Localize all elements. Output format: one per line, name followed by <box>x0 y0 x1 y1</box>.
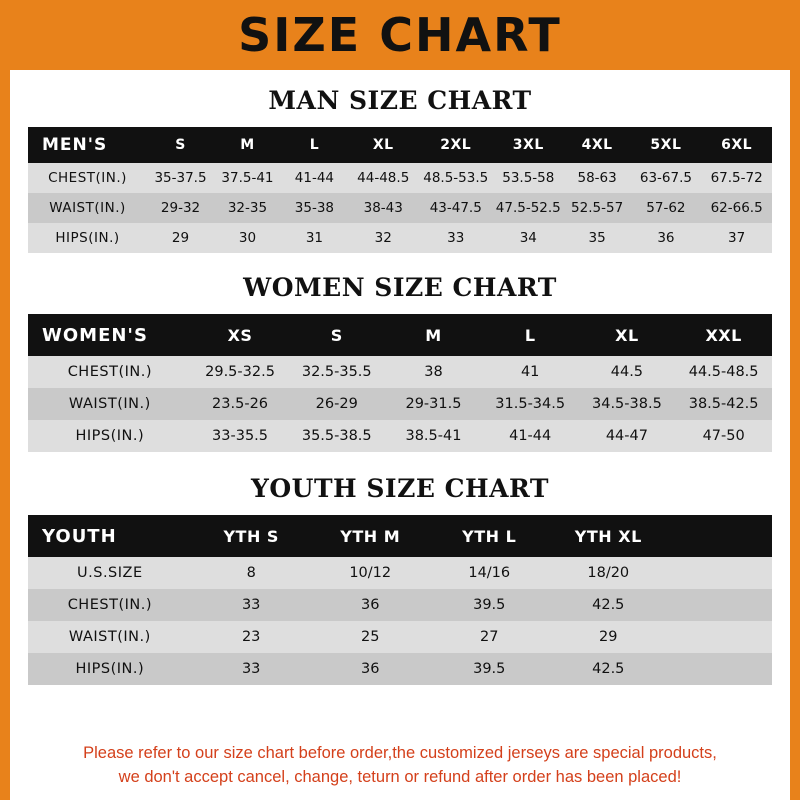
women-size-table <box>28 314 772 452</box>
notice-line-2: we don't accept cancel, change, teturn or refund after order has been placed! <box>118 768 682 787</box>
table-row <box>28 589 772 621</box>
page-title: SIZE CHART <box>238 8 562 62</box>
cell: 67.5-72 <box>701 163 772 193</box>
col-header: 4XL <box>564 127 631 163</box>
col-header: XL <box>579 314 676 356</box>
cell: 36 <box>311 589 430 621</box>
cell: 33 <box>192 653 311 685</box>
cell: 44.5 <box>579 356 676 388</box>
col-header: L <box>482 314 579 356</box>
cell: 53.5-58 <box>493 163 564 193</box>
cell: 33 <box>419 223 493 253</box>
cell: 57-62 <box>631 193 702 223</box>
youth-size-table <box>28 515 772 685</box>
col-header: M <box>385 314 482 356</box>
cell: 39.5 <box>430 653 549 685</box>
cell: 41-44 <box>281 163 348 193</box>
cell: 35-38 <box>281 193 348 223</box>
table-row <box>28 653 772 685</box>
cell-empty <box>668 653 772 685</box>
cell: 47.5-52.5 <box>493 193 564 223</box>
cell: 14/16 <box>430 557 549 589</box>
cell: 35.5-38.5 <box>288 420 385 452</box>
table-header-row <box>28 515 772 557</box>
cell: 30 <box>214 223 281 253</box>
notice-line-1: Please refer to our size chart before order,the customized jerseys are special products, <box>83 744 717 763</box>
table-row <box>28 388 772 420</box>
col-header: S <box>288 314 385 356</box>
cell: 38-43 <box>348 193 419 223</box>
cell: 42.5 <box>549 589 668 621</box>
cell: 25 <box>311 621 430 653</box>
col-header: XXL <box>675 314 772 356</box>
cell: 42.5 <box>549 653 668 685</box>
cell: 27 <box>430 621 549 653</box>
cell-empty <box>668 557 772 589</box>
table-row <box>28 223 772 253</box>
content <box>10 70 790 800</box>
cell: 44-47 <box>579 420 676 452</box>
cell: 52.5-57 <box>564 193 631 223</box>
cell: 26-29 <box>288 388 385 420</box>
cell: 32-35 <box>214 193 281 223</box>
col-header: MEN'S <box>28 127 147 163</box>
man-size-table <box>28 127 772 253</box>
table-row <box>28 621 772 653</box>
cell: 32.5-35.5 <box>288 356 385 388</box>
table-row <box>28 420 772 452</box>
table-row <box>28 356 772 388</box>
cell: 29.5-32.5 <box>192 356 289 388</box>
col-header: YTH XL <box>549 515 668 557</box>
col-header: 5XL <box>631 127 702 163</box>
col-header: 6XL <box>701 127 772 163</box>
cell: 58-63 <box>564 163 631 193</box>
cell: 48.5-53.5 <box>419 163 493 193</box>
col-header: 2XL <box>419 127 493 163</box>
table-header-row <box>28 314 772 356</box>
cell: 31 <box>281 223 348 253</box>
cell-empty <box>668 621 772 653</box>
row-label: WAIST(IN.) <box>28 193 147 223</box>
row-label: U.S.SIZE <box>28 557 192 589</box>
col-header: YTH S <box>192 515 311 557</box>
cell: 47-50 <box>675 420 772 452</box>
cell: 39.5 <box>430 589 549 621</box>
table-row <box>28 557 772 589</box>
cell: 33 <box>192 589 311 621</box>
row-label: WAIST(IN.) <box>28 621 192 653</box>
row-label: HIPS(IN.) <box>28 653 192 685</box>
row-label: CHEST(IN.) <box>28 163 147 193</box>
cell: 41 <box>482 356 579 388</box>
notice <box>28 728 772 800</box>
cell: 29 <box>549 621 668 653</box>
cell: 41-44 <box>482 420 579 452</box>
cell: 38 <box>385 356 482 388</box>
cell-empty <box>668 589 772 621</box>
cell: 37 <box>701 223 772 253</box>
table-header-row <box>28 127 772 163</box>
cell: 38.5-41 <box>385 420 482 452</box>
cell: 34 <box>493 223 564 253</box>
women-section-title: WOMEN SIZE CHART <box>243 273 557 302</box>
cell: 33-35.5 <box>192 420 289 452</box>
table-row <box>28 193 772 223</box>
col-header: XS <box>192 314 289 356</box>
man-section-title: MAN SIZE CHART <box>268 86 532 115</box>
cell: 62-66.5 <box>701 193 772 223</box>
cell: 23.5-26 <box>192 388 289 420</box>
col-header: XL <box>348 127 419 163</box>
cell: 8 <box>192 557 311 589</box>
col-header: 3XL <box>493 127 564 163</box>
cell: 23 <box>192 621 311 653</box>
youth-section-title: YOUTH SIZE CHART <box>251 474 549 503</box>
cell: 44-48.5 <box>348 163 419 193</box>
col-header: YTH M <box>311 515 430 557</box>
row-label: WAIST(IN.) <box>28 388 192 420</box>
banner <box>10 0 790 70</box>
cell: 10/12 <box>311 557 430 589</box>
row-label: HIPS(IN.) <box>28 420 192 452</box>
col-header-empty <box>668 515 772 557</box>
row-label: HIPS(IN.) <box>28 223 147 253</box>
cell: 32 <box>348 223 419 253</box>
table-row <box>28 163 772 193</box>
cell: 31.5-34.5 <box>482 388 579 420</box>
row-label: CHEST(IN.) <box>28 589 192 621</box>
cell: 29 <box>147 223 214 253</box>
col-header: YTH L <box>430 515 549 557</box>
cell: 37.5-41 <box>214 163 281 193</box>
cell: 43-47.5 <box>419 193 493 223</box>
col-header: M <box>214 127 281 163</box>
cell: 36 <box>311 653 430 685</box>
cell: 36 <box>631 223 702 253</box>
cell: 38.5-42.5 <box>675 388 772 420</box>
cell: 29-31.5 <box>385 388 482 420</box>
col-header: L <box>281 127 348 163</box>
cell: 29-32 <box>147 193 214 223</box>
cell: 35-37.5 <box>147 163 214 193</box>
row-label: CHEST(IN.) <box>28 356 192 388</box>
cell: 35 <box>564 223 631 253</box>
col-header: YOUTH <box>28 515 192 557</box>
col-header: S <box>147 127 214 163</box>
cell: 63-67.5 <box>631 163 702 193</box>
cell: 34.5-38.5 <box>579 388 676 420</box>
col-header: WOMEN'S <box>28 314 192 356</box>
cell: 18/20 <box>549 557 668 589</box>
cell: 44.5-48.5 <box>675 356 772 388</box>
